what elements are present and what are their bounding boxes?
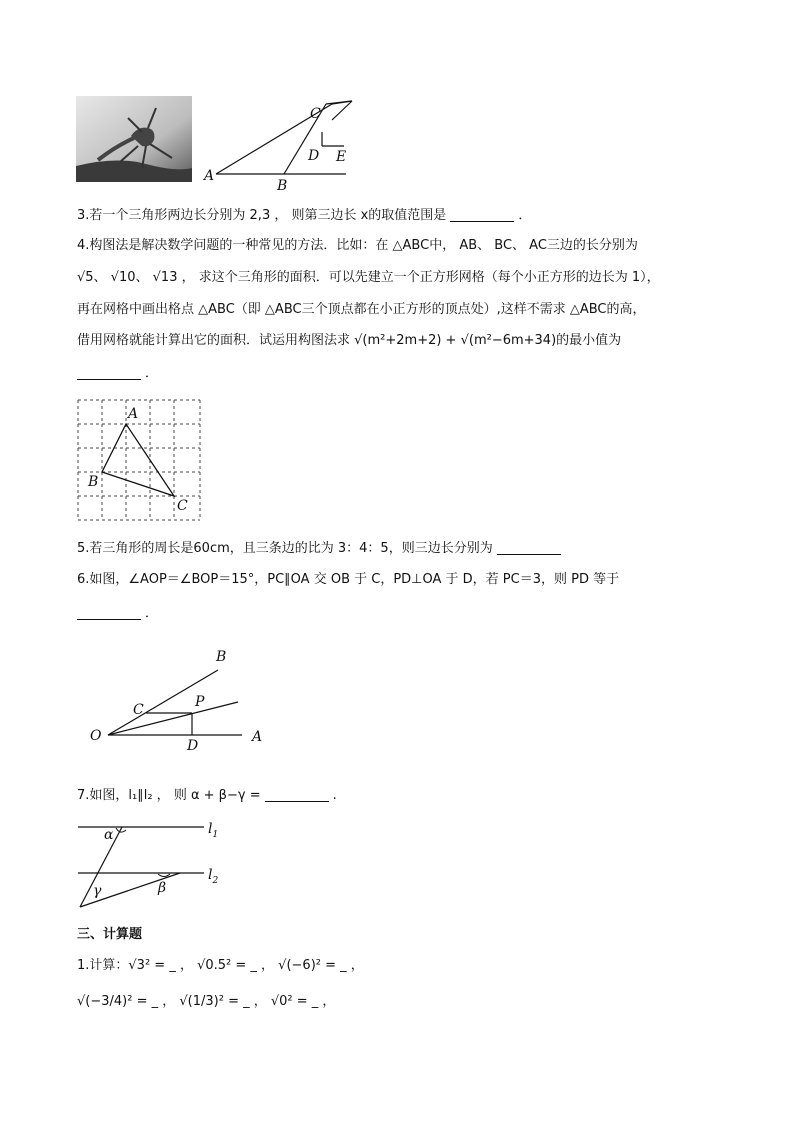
question-6-answer: ． (77, 604, 158, 624)
label-c: C (133, 702, 144, 718)
figure-parallel-lines (76, 815, 226, 915)
label-b: B (88, 474, 99, 490)
question-5 (77, 539, 565, 559)
answer-blank[interactable] (497, 540, 561, 555)
mantis-photo (76, 96, 192, 182)
label-l2: $l_2$ (208, 867, 219, 886)
label-gamma: γ (93, 883, 102, 899)
figure-angle (86, 640, 276, 758)
question-7-text: 7.如图，l₁∥l₂ ， 则 α + β−γ = (77, 788, 261, 803)
label-a: A (204, 168, 215, 184)
label-c: C (310, 106, 321, 122)
calc-1-line2: √(−3/4)² = _ ， √(1/3)² = _ ， √0² = _ ， (77, 994, 336, 1009)
calc-1-line1: 1.计算：√3² = _ ， √0.5² = _ ， √(−6)² = _ ， (77, 958, 364, 973)
section-title: 三、计算题 (77, 927, 143, 942)
answer-blank[interactable] (265, 787, 329, 802)
label-c: C (177, 498, 188, 514)
question-4-answer: ． (77, 364, 158, 384)
praying-mantis-photo-icon (76, 96, 192, 182)
label-b: B (277, 178, 288, 194)
label-p: P (195, 694, 205, 710)
question-7: 7.如图，l₁∥l₂ ， 则 α + β−γ = . (77, 788, 337, 803)
question-6: 6.如图，∠AOP＝∠BOP＝15°，PC∥OA 交 OB 于 C，PD⊥OA 于 D，若 PC＝3，则 PD 等于 (77, 572, 620, 587)
figure-grid (76, 398, 206, 524)
label-b: B (216, 649, 227, 665)
question-4-line3: 再在网格中画出格点 △ABC（即 △ABC三个顶点都在小正方形的顶点处）,这样不需求 △ABC的高， (77, 302, 646, 317)
label-a: A (252, 729, 263, 745)
question-3-text: 3.若一个三角形两边长分别为 2,3 ， 则第三边长 x的取值范围是 (77, 208, 447, 223)
label-d: D (187, 738, 199, 754)
answer-blank[interactable] (77, 605, 141, 620)
label-beta: β (158, 880, 167, 896)
question-4-line4: 借用网格就能计算出它的面积．试运用构图法求 √(m²+2m+2) + √(m²−6m+34)的最小值为 (77, 333, 622, 348)
figure-top (196, 96, 366, 196)
answer-blank[interactable] (450, 207, 514, 222)
label-d: D (308, 148, 320, 164)
label-a: A (128, 406, 139, 422)
label-l1: $l_1$ (208, 821, 219, 840)
question-5-text: 5.若三角形的周长是60cm，且三条边的比为 3：4：5，则三边长分别为 (77, 541, 493, 556)
question-4-line1: 4.构图法是解决数学问题的一种常见的方法．比如：在 △ABC中， AB、 BC、 AC三边的长分别为 (77, 238, 638, 253)
label-e: E (336, 149, 347, 165)
label-o: O (90, 728, 102, 744)
answer-blank[interactable] (77, 365, 141, 380)
label-alpha: α (104, 827, 114, 843)
question-4-line2: √5、 √10、 √13 ， 求这个三角形的面积．可以先建立一个正方形网格（每个小正方形的边长为 1）， (77, 270, 660, 285)
question-3: 3.若一个三角形两边长分别为 2,3 ， 则第三边长 x的取值范围是 ． (77, 208, 532, 223)
